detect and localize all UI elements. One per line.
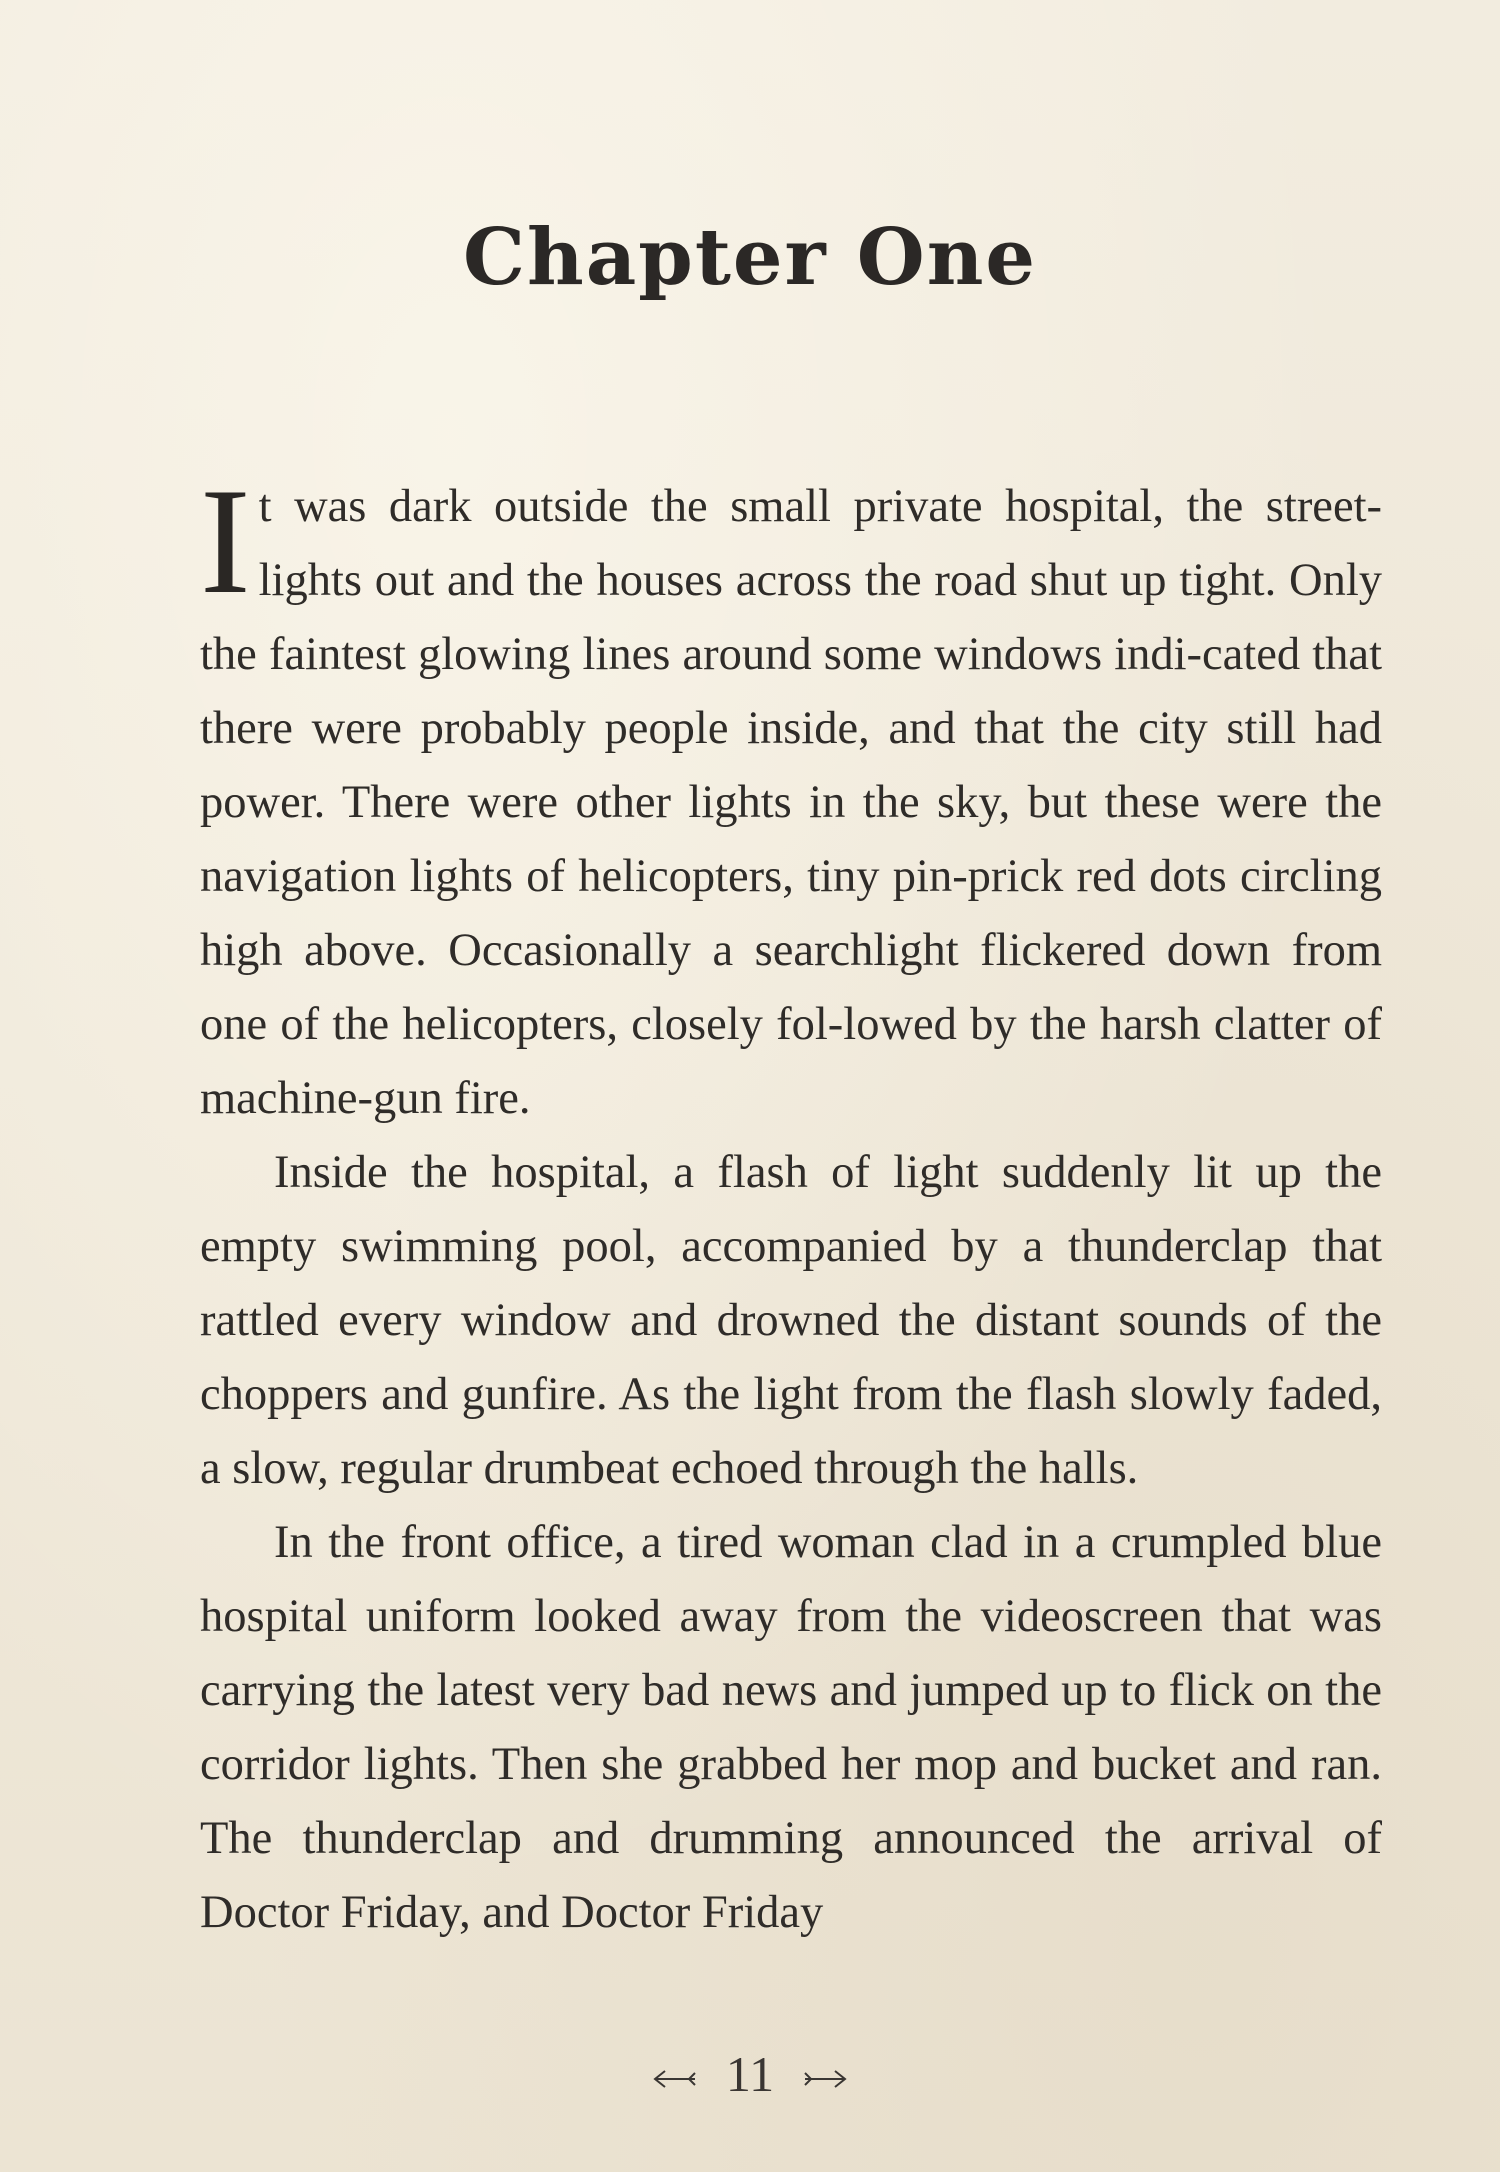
page-number: 11: [725, 2045, 775, 2102]
chapter-title: Chapter One: [462, 212, 1038, 303]
right-arrow-ornament-icon: [801, 2044, 849, 2104]
drop-cap: I: [200, 457, 251, 625]
paragraph-1: [200, 457, 1382, 1136]
paragraph-2: Inside the hospital, a flash of light suddenly lit up the empty swimming pool, accompanied by a thunderclap that rattled every window and drowned the distant sounds of the choppers and gunfire. As the light from the flash slowly faded, a slow, regular drumbeat echoed through the halls.: [200, 1147, 1382, 1494]
page-footer: [0, 2038, 1500, 2104]
paragraph-1-text: t was dark outside the small private hospital, the street-lights out and the houses across the road shut up tight. Only the faintest glowing lines around some windows indi-cated that there were probably people inside, and that the city still had power. There were other lights in the sky, but these were the navigation lights of helicopters, tiny pin-prick red dots circling high above. Occasionally a searchlight flickered down from one of the helicopters, closely fol-lowed by the harsh clatter of machine-gun fire.: [200, 481, 1382, 1124]
left-arrow-ornament-icon: [651, 2044, 699, 2104]
paragraph-3: In the front office, a tired woman clad in a crumpled blue hospital uniform looked away from the videoscreen that was carrying the latest very bad news and jumped up to flick on the corridor lights. Then she grabbed her mop and bucket and ran. The thunderclap and drumming announced the arrival of Doctor Friday, and Doctor Friday: [200, 1517, 1382, 1938]
chapter-body: [200, 457, 1382, 1950]
